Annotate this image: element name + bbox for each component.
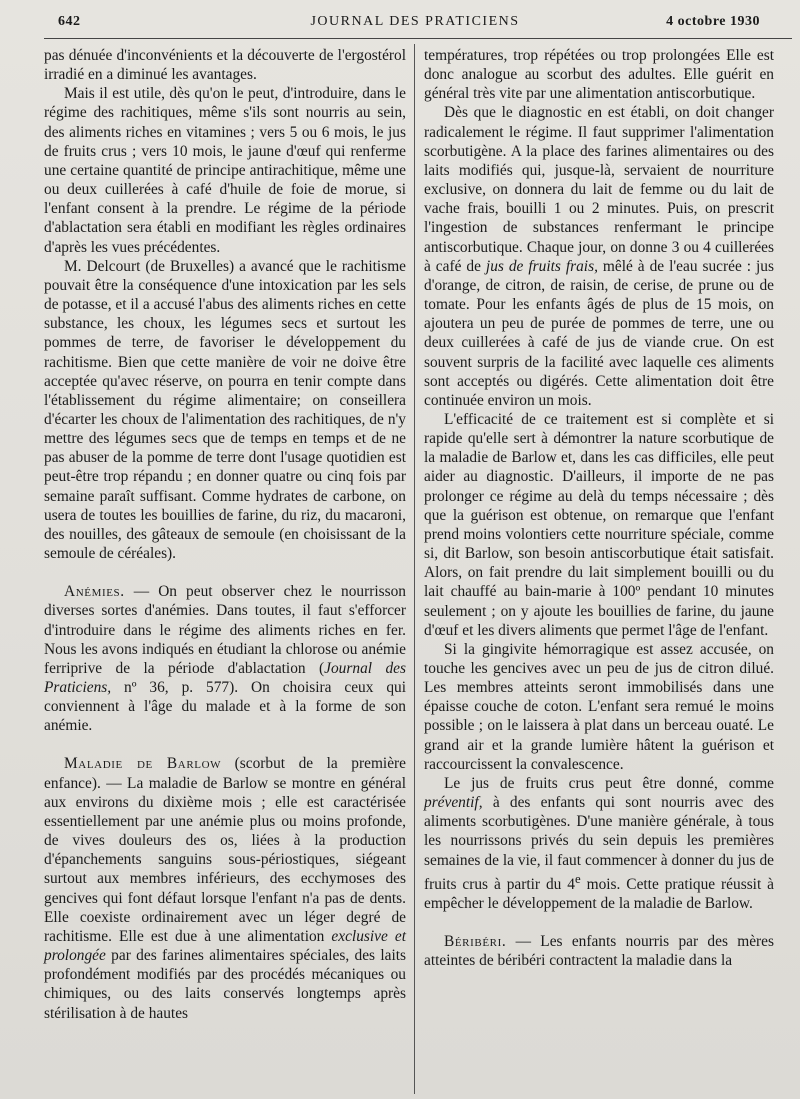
paragraph-text: à des enfants qui sont nourris avec des aliments scorbutigènes. D'une manière générale, à tous les nourrissons privés du sein depuis les premières semaines de la vie, il faut commencer à donner du jus de fruits crus à partir du 4 — [424, 794, 774, 893]
section-heading-beriberi: Béribéri. — [444, 933, 507, 951]
section-text: — Les enfants nourris par des mères atteintes de béribéri contractent la maladie dans la — [424, 933, 774, 970]
paragraph — [424, 103, 774, 410]
section-heading-anemies: Anémies. — [64, 583, 125, 601]
emphasis: préventif, — [424, 794, 483, 812]
section-text: — On peut observer chez le nourrisson diverses sortes d'anémies. Dans toutes, il faut s'efforcer d'introduire dans le régime des aliments riches en fer. Nous les avons indiqués en étudiant la chlorose ou anémie ferriprive de la période d'ablactation ( — [44, 583, 406, 677]
journal-reference: Journal des Praticiens, — [44, 659, 406, 696]
paragraph-text: Dès que le diagnostic en est établi, on doit changer radicalement le régime. Il faut supprimer l'alimentation scorbutigène. A la place des farines alimentaires ou des laits modifiés qui, jusque-là, servaient de nourriture exclusive, on donnera du lait de femme ou du lait de vache frais, bouilli 1 ou 2 minutes. Puis, on prescrit l'ingestion de substances renfermant le principe antiscorbutique. Chaque jour, on donne 3 ou 4 cuillerées à café de — [424, 104, 774, 275]
paragraph: M. Delcourt (de Bruxelles) a avancé que le rachitisme pouvait être la conséquence d'une intoxication par les sels de potasse, et il a accusé l'abus des aliments riches en cette substance, les choux, les légumes secs et surtout les pommes de terre, de favoriser le développement du rachitisme. Bien que cette manière de voir ne doive être acceptée qu'avec réserve, on pourra en tenir compte dans l'établissement du régime alimentaire; on conseillera d'écarter les choux de l'alimentation des rachitiques, de n'y mettre des légumes secs que de temps en temps et de ne pas abuser de la pomme de terre dont l'usage quotidien est peut-être trop répandu ; en donner quatre ou cinq fois par semaine paraît suffisant. Comme hydrates de carbone, on usera de toutes les bouillies de farine, du riz, du macaroni, des nouilles, des gâteaux de semoule (en choisissant de la semoule de céréales). — [44, 257, 406, 563]
section-text: (scorbut de la première enfance). — La maladie de Barlow se montre en général aux environs du dixième mois ; elle est caractérisée essentiellement par une anémie plus ou moins profonde, de vives douleurs des os, liées à la production d'épanchements sanguins sous-périostiques, siégeant surtout aux membres inférieurs, des ecchymoses des gencives qui font défaut lorsque l'enfant n'a pas de dents. Elle coexiste ordinairement avec un léger degré de rachitisme. Elle est due à une alimentation — [44, 755, 406, 945]
header-rule — [44, 38, 792, 39]
paragraph: températures, trop répétées ou trop prolongées Elle est donc analogue au scorbut des adultes. Elle guérit en général très vite par une alimentation antiscorbutique. — [424, 47, 774, 103]
paragraph — [424, 774, 774, 913]
paragraph-text: Le jus de fruits crus peut être donné, comme — [444, 774, 774, 792]
right-column — [424, 46, 774, 970]
issue-date: 4 octobre 1930 — [666, 14, 760, 29]
emphasis: exclusive et prolongée — [44, 927, 406, 965]
section-text: nº 36, p. 577). On choisira ceux qui conviennent à l'âge du malade et à la forme de son anémie. — [44, 679, 406, 735]
section-heading-barlow: Maladie de Barlow — [64, 755, 222, 773]
paragraph: L'efficacité de ce traitement est si complète et si rapide qu'elle sert à démontrer la nature scorbutique de la maladie de Barlow et, dans les cas difficiles, elle peut aider au diagnostic. D'ailleurs, il importe de ne pas prolonger ce régime au delà du temps nécessaire ; dès que la guérison est obtenue, on remarque que l'enfant prend moins volontiers cette nourriture spéciale, comme si, dit Barlow, son besoin antiscorbutique était satisfait. Alors, on fait prendre du lait simplement bouilli ou du lait chauffé au bain-marie à 100º pendant 10 minutes seulement ; on y ajoute les bouillies de farine, du jaune d'œuf et les divers aliments que permet l'âge de l'enfant. — [424, 410, 774, 639]
paragraph: pas dénuée d'inconvénients et la découverte de l'ergostérol irradié en a diminué les avantages. — [44, 47, 406, 84]
section-beriberi — [424, 932, 774, 970]
section-text: par des farines alimentaires spéciales, des laits profondément modifiés par des procédés mécaniques ou chimiques, ou des laits conservés longtemps après stérilisation à de hautes — [44, 947, 406, 1022]
paragraph-text: mêlé à de l'eau sucrée : jus d'orange, de citron, de raisin, de cerise, de prune ou de tomate. Pour les enfants âgés de plus de 15 mois, on ajoutera un peu de purée de pommes de terre, une ou deux cuillerées à café de jus de viande crue. On est souvent surpris de la facilité avec laquelle ces aliments sont acceptés ou digérés. Cette alimentation doit être continuée environ un mois. — [424, 257, 774, 409]
emphasis: jus de fruits frais, — [485, 257, 598, 275]
page-header — [58, 14, 772, 36]
page-number: 642 — [58, 14, 81, 29]
journal-title: JOURNAL DES PRATICIENS — [310, 14, 520, 29]
paragraph: Mais il est utile, dès qu'on le peut, d'introduire, dans le régime des rachitiques, même s'ils sont nourris au sein, des aliments riches en vitamines ; vers 5 ou 6 mois, le jus de fruits crus ; vers 10 mois, le jaune d'œuf qui renferme une certaine quantité de principe antirachitique, même une ou deux cuillerées à café d'huile de foie de morue, si l'enfant consent à la prendre. Le régime de la période d'ablactation sera établi en modifiant les règles ordinaires d'après les vues précédentes. — [44, 85, 406, 256]
left-column — [44, 46, 406, 1023]
superscript: e — [574, 871, 581, 886]
section-barlow — [44, 754, 406, 1022]
column-divider — [414, 44, 415, 1094]
paragraph: Si la gingivite hémorragique est assez accusée, on touche les gencives avec un peu de jus de citron dilué. Les membres atteints seront immobilisés dans une épaisse couche de coton. L'enfant sera remué le moins possible ; on le laissera à plat dans un berceau ouaté. Le grand air et la grande lumière hâtent la guérison et raccourcissent la convalescence. — [424, 640, 774, 773]
section-anemies — [44, 582, 406, 735]
paragraph-text: mois. Cette pratique réussit à empêcher le développement de la maladie de Barlow. — [424, 875, 774, 912]
